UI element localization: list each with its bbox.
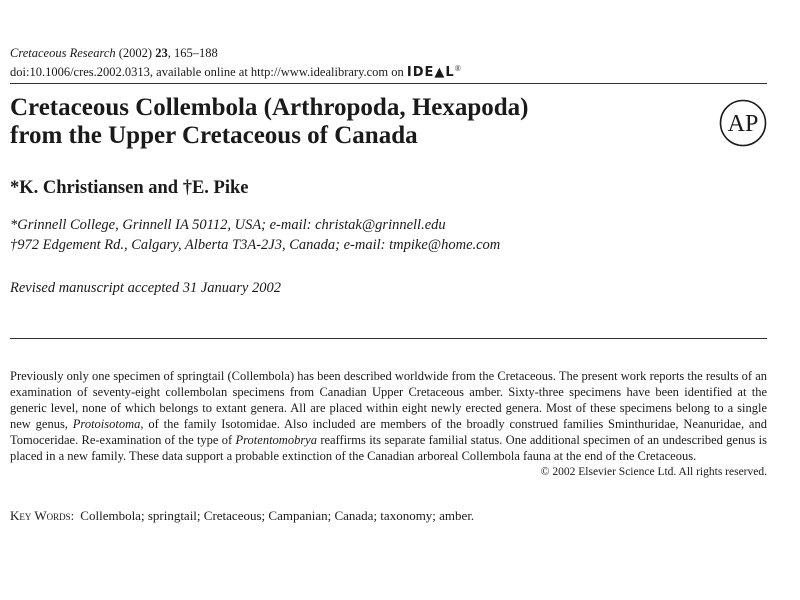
- logo-text: AP: [727, 111, 759, 137]
- affiliation-1: *Grinnell College, Grinnell IA 50112, USA; e-mail: christak@grinnell.edu: [10, 217, 446, 233]
- journal-name: Cretaceous Research: [10, 46, 116, 60]
- copyright-notice: © 2002 Elsevier Science Ltd. All rights reserved.: [540, 466, 767, 478]
- affiliation-2: †972 Edgement Rd., Calgary, Alberta T3A-2J3, Canada; e-mail: tmpike@home.com: [10, 237, 501, 253]
- ideal-logo: IDE▲L: [406, 65, 455, 81]
- registered-mark: ®: [454, 64, 461, 73]
- title-line-1: Cretaceous Collembola (Arthropoda, Hexapoda): [10, 94, 529, 121]
- doi-text[interactable]: doi:10.1006/cres.2002.0313, available online at http://www.idealibrary.com on: [10, 65, 407, 80]
- abstract-part-1: Previously only one specimen of springtail (Collembola) has been described worldwide from the Cretaceous. The present work reports the results of an examination of seventy-eight collembolan specimens from Canadian Upper Cretaceous amber. Sixty-three specimens have been identified at the generic level, none of which belongs to extant genera. All are placed within eight newly erected genera. Most of these specimens belong to a single new genus,: [10, 369, 767, 431]
- doi-line: [10, 61, 461, 80]
- abstract-part-2: , of the family Isotomidae. Also included are members of the broadly construed families Sminthuridae, Neanuridae, and Tomoceridae. Re-examination of the type of: [10, 417, 767, 447]
- article-title: [10, 94, 700, 150]
- journal-pages: , 165–188: [167, 46, 218, 60]
- keywords-label: Key Words:: [10, 508, 75, 523]
- keywords: [10, 508, 474, 524]
- title-line-2: from the Upper Cretaceous of Canada: [10, 122, 418, 149]
- abstract: [10, 368, 767, 480]
- journal-volume: 23: [155, 46, 168, 60]
- abstract-genus-1: Protoisotoma: [72, 417, 141, 431]
- journal-citation: [10, 46, 218, 61]
- abstract-genus-2: Protentomobrya: [235, 433, 317, 447]
- manuscript-accepted: Revised manuscript accepted 31 January 2002: [10, 280, 281, 296]
- abstract-part-3: reaffirms its separate familial status. One additional specimen of an undescribed genus is placed in a new family. These data support a probable extinction of the Canadian arboreal Collembola fauna at the end of the Cretaceous.: [10, 433, 767, 463]
- authors: *K. Christiansen and †E. Pike: [10, 178, 249, 198]
- header-rule: [10, 83, 767, 84]
- section-rule: [10, 338, 767, 339]
- keywords-value: Collembola; springtail; Cretaceous; Campanian; Canada; taxonomy; amber.: [80, 508, 475, 523]
- academic-press-logo: [719, 99, 767, 147]
- journal-year: (2002): [115, 46, 156, 60]
